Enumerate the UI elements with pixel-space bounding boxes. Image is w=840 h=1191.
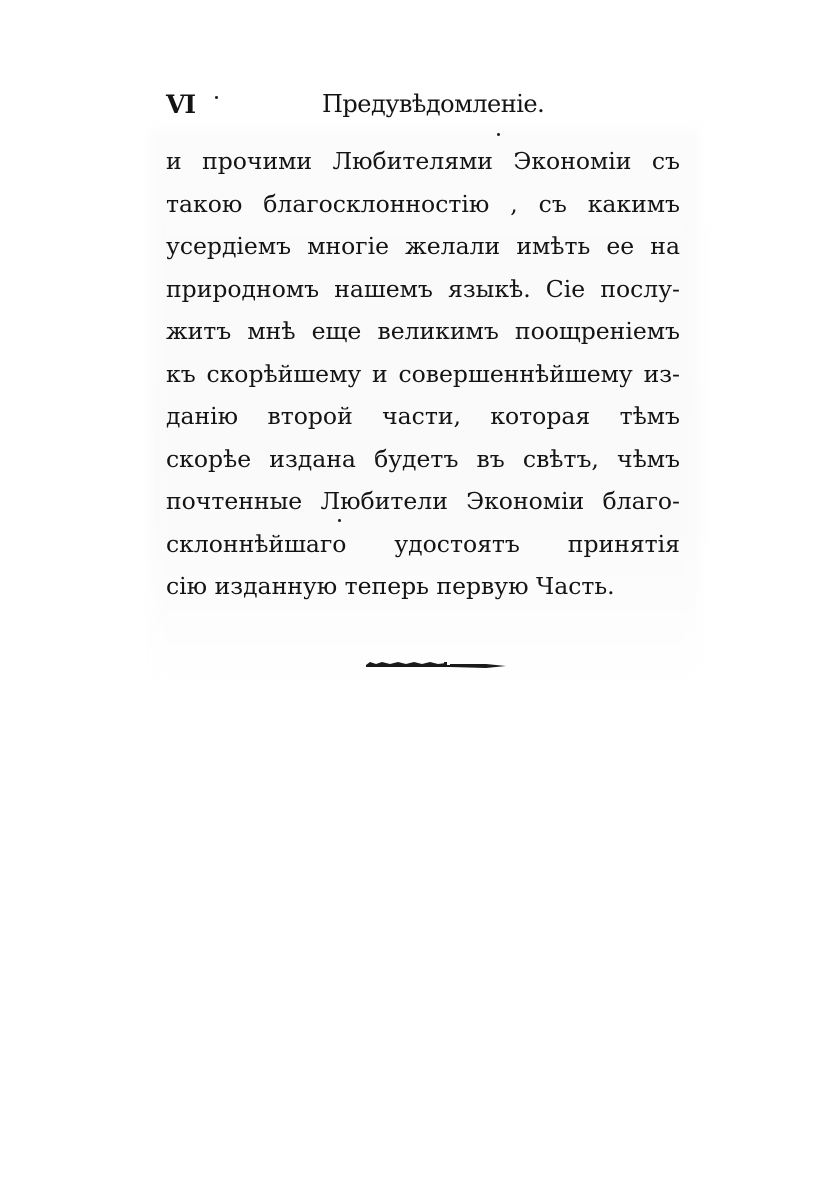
text-line-11: сію изданную теперь первую Часть. — [166, 572, 615, 600]
speck-mark — [497, 133, 500, 136]
speck-mark — [338, 519, 341, 522]
text-line-1: и прочими Любителями Экономіи съ — [166, 147, 680, 175]
text-line-10: склоннѣйшаго удостоятъ принятія — [166, 529, 680, 558]
body-text — [166, 140, 680, 608]
running-title: Предувѣдомленіе. — [322, 90, 545, 118]
text-line-7: данію второй части, которая тѣмъ — [166, 402, 680, 430]
text-line-9: почтенные Любители Экономіи благо- — [166, 487, 680, 515]
speck-mark — [215, 96, 218, 99]
text-line-4: природномъ нашемъ языкѣ. Сіе послу- — [166, 274, 680, 303]
page-header — [166, 90, 586, 130]
tailpiece-rule-icon — [366, 657, 506, 671]
page-number: VI — [166, 90, 196, 119]
text-line-6: къ скорѣйшему и совершеннѣйшему из- — [166, 359, 680, 388]
text-line-3: усердіемъ многіе желали имѣть ее на — [166, 232, 680, 260]
text-line-5: житъ мнѣ еще великимъ поощреніемъ — [166, 317, 680, 345]
text-line-2: такою благосклонностію , съ какимъ — [166, 189, 680, 218]
text-line-8: скорѣе издана будетъ въ свѣтъ, чѣмъ — [166, 444, 680, 473]
